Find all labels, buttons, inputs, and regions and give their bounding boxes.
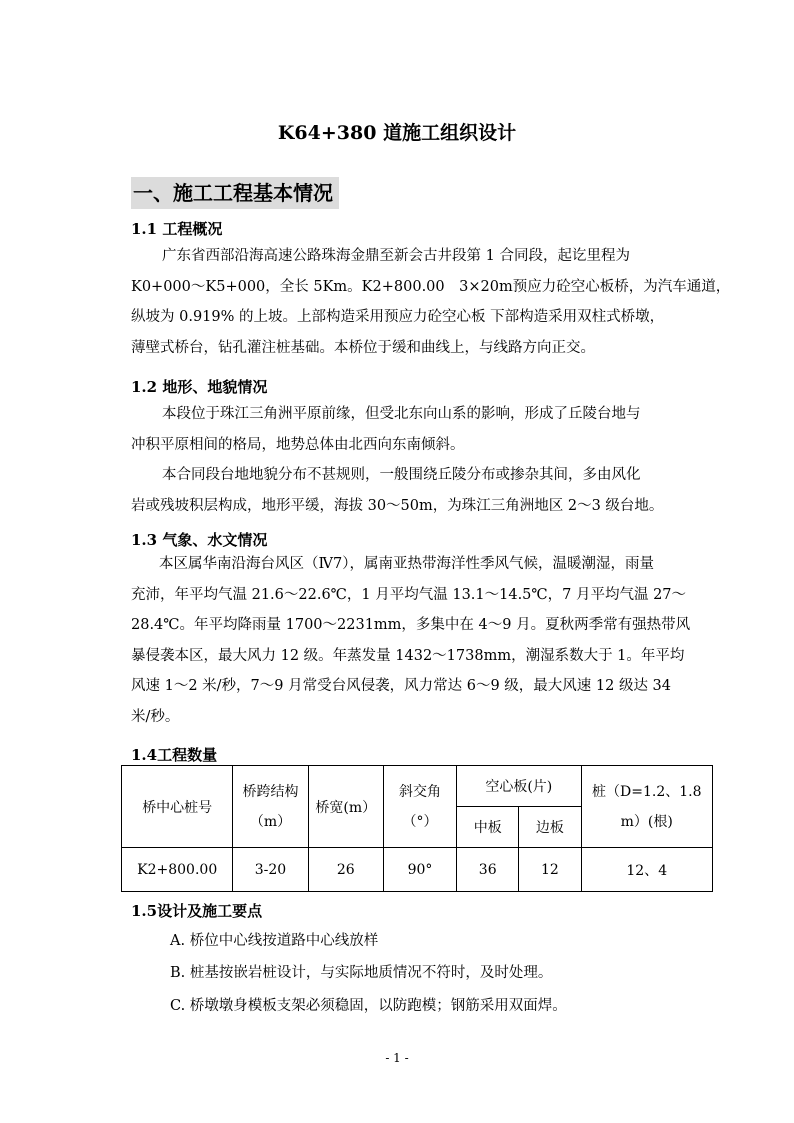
table-row <box>122 848 713 892</box>
header-pile-line1: 桩（D=1.2、1.8 <box>592 783 702 800</box>
text-line: 28.4℃。年平均降雨量 1700～2231mm，多集中在 4～9 月。夏秋两季常有强热带风 <box>131 617 691 633</box>
header-span <box>233 766 308 848</box>
header-pile <box>581 766 712 848</box>
header-skew-line1: 斜交角 <box>398 783 441 800</box>
header-width: 桥宽(m） <box>308 766 383 848</box>
header-skew <box>383 766 456 848</box>
list-item: B. 桩基按嵌岩桩设计，与实际地质情况不符时，及时处理。 <box>170 965 553 981</box>
paragraph-climate <box>131 549 717 732</box>
cell-span: 3-20 <box>233 848 308 892</box>
header-edge-slab: 边板 <box>519 807 581 848</box>
section-heading: 一、施工工程基本情况 <box>131 177 339 209</box>
cell-pile: 12、4 <box>581 848 712 892</box>
text-line: 广东省西部沿海高速公路珠海金鼎至新会古井段第 1 合同段，起讫里程为 <box>162 248 630 264</box>
table-header-row <box>122 766 713 807</box>
subsection-heading-1-4: 1.4工程数量 <box>131 746 218 764</box>
text-line: K0+000～K5+000，全长 5Km。K2+800.00 3×20m预应力砼空心板桥，为汽车通道， <box>131 278 731 295</box>
subsection-heading-1-2: 1.2 地形、地貌情况 <box>131 378 268 396</box>
text-line: 充沛，年平均气温 21.6～22.6℃，1 月平均气温 13.1～14.5℃，7 月平均气温 27～ <box>131 586 687 603</box>
text-line: 本区属华南沿海台风区（Ⅳ7），属南亚热带海洋性季风气候，温暖潮湿，雨量 <box>159 556 654 572</box>
text-line: 米/秒。 <box>131 708 180 725</box>
text-line: 纵坡为 0.919% 的上坡。上部构造采用预应力砼空心板 下部构造采用双柱式桥墩， <box>131 309 665 325</box>
text-line: 风速 1～2 米/秒，7～9 月常受台风侵袭，风力常达 6～9 级，最大风速 12 级达 34 <box>131 678 672 694</box>
header-skew-line2: （°） <box>402 813 438 830</box>
document-title: K64+380 道施工组织设计 <box>277 122 517 144</box>
text-line: 本合同段台地地貌分布不甚规则，一般围绕丘陵分布或掺杂其间，多由风化 <box>162 467 641 483</box>
header-mid-slab: 中板 <box>457 807 519 848</box>
header-span-line2: （m） <box>249 813 292 830</box>
text-line: 本段位于珠江三角洲平原前缘，但受北东向山系的影响，形成了丘陵台地与 <box>162 406 641 422</box>
text-line: 薄壁式桥台，钻孔灌注桩基础。本桥位于缓和曲线上，与线路方向正交。 <box>131 339 595 356</box>
header-station: 桥中心桩号 <box>122 766 233 848</box>
subsection-heading-1-1: 1.1 工程概况 <box>131 220 223 238</box>
cell-mid: 36 <box>457 848 519 892</box>
page-number: - 1 - <box>385 1051 409 1065</box>
text-line: 暴侵袭本区，最大风力 12 级。年蒸发量 1432～1738mm，潮湿系数大于 1。年平均 <box>131 647 685 664</box>
header-slab: 空心板(片) <box>457 766 581 807</box>
quantity-table <box>121 765 713 892</box>
cell-skew: 90° <box>383 848 456 892</box>
cell-width: 26 <box>308 848 383 892</box>
cell-edge: 12 <box>519 848 581 892</box>
header-pile-line2: m）(根) <box>620 813 673 830</box>
text-line: 岩或残坡积层构成，地形平缓，海拔 30～50m，为珠江三角洲地区 2～3 级台地。 <box>131 497 664 514</box>
cell-station: K2+800.00 <box>122 848 233 892</box>
list-item: C. 桥墩墩身模板支架必须稳固，以防跑模；钢筋采用双面焊。 <box>170 998 567 1014</box>
text-line: 冲积平原相间的格局，地势总体由北西向东南倾斜。 <box>131 436 465 453</box>
header-span-line1: 桥跨结构 <box>242 783 299 800</box>
subsection-heading-1-5: 1.5设计及施工要点 <box>131 902 263 920</box>
paragraph-terrain <box>131 399 717 521</box>
list-item: A. 桥位中心线按道路中心线放样 <box>170 933 379 949</box>
subsection-heading-1-3: 1.3 气象、水文情况 <box>131 531 268 549</box>
paragraph-overview <box>131 241 731 363</box>
